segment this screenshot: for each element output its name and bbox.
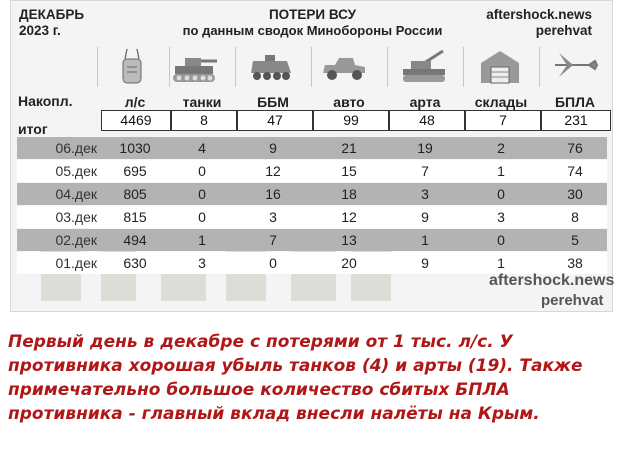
- table-row: [17, 229, 607, 251]
- apc-icon: [243, 45, 297, 85]
- table-row: [17, 183, 607, 205]
- table-cell: 19: [417, 140, 433, 156]
- header-site: aftershock.news: [486, 7, 592, 22]
- table-cell: 21: [341, 140, 357, 156]
- table-cell: 1: [421, 232, 429, 248]
- header-month: ДЕКАБРЬ: [19, 7, 85, 22]
- caption-text: Первый день в декабре с потерями от 1 тыс. л/с. У противника хорошая убыль танков (4) и арты (19). Также примечательно большое количество сбитых БПЛА противника - главный вклад внесли налёты на Крым.: [8, 332, 583, 424]
- table-cell: 2: [497, 140, 505, 156]
- drone-icon: [549, 45, 603, 85]
- table-cell: 815: [123, 209, 147, 225]
- row-date: 03.дек: [55, 209, 97, 225]
- total-cell: 7: [465, 110, 541, 131]
- column-separator: [311, 47, 312, 87]
- row-date: 05.дек: [55, 163, 97, 179]
- column-header-bbm: ББМ: [257, 94, 289, 110]
- table-cell: 1: [497, 163, 505, 179]
- table-cell: 3: [497, 209, 505, 225]
- table-cell: 3: [421, 186, 429, 202]
- column-separator: [235, 47, 236, 87]
- table-cell: 15: [341, 163, 357, 179]
- table-cell: 7: [269, 232, 277, 248]
- total-cell: 47: [237, 110, 313, 131]
- column-header-uav: БПЛА: [554, 94, 596, 110]
- table-cell: 695: [123, 163, 147, 179]
- column-separator: [97, 47, 98, 87]
- column-header-depots: склады: [474, 94, 528, 110]
- table-cell: 494: [123, 232, 147, 248]
- column-header-tanks: танки: [182, 94, 222, 110]
- header-perehvat: perehvat: [535, 23, 592, 38]
- table-cell: 1: [497, 255, 505, 271]
- table-cell: 3: [198, 255, 206, 271]
- table-cell: 1030: [119, 140, 151, 156]
- table-cell: 9: [421, 255, 429, 271]
- table-cell: 0: [269, 255, 277, 271]
- table-row: [17, 137, 607, 159]
- table-cell: 12: [341, 209, 357, 225]
- column-header-artillery: арта: [409, 94, 441, 110]
- column-separator: [539, 47, 540, 87]
- table-cell: 0: [198, 186, 206, 202]
- table-cell: 4: [198, 140, 206, 156]
- total-cell: 231: [541, 110, 611, 131]
- table-cell: 0: [198, 209, 206, 225]
- jeep-icon: [317, 45, 371, 85]
- header-title: ПОТЕРИ ВСУ: [268, 7, 357, 22]
- total-label: итог: [18, 121, 48, 137]
- warehouse-icon: [473, 45, 527, 85]
- table-cell: 3: [269, 209, 277, 225]
- column-separator: [387, 47, 388, 87]
- column-separator: [169, 47, 170, 87]
- table-cell: 630: [123, 255, 147, 271]
- table-cell: 18: [341, 186, 357, 202]
- table-cell: 38: [567, 255, 583, 271]
- table-cell: 0: [198, 163, 206, 179]
- dog-tag-icon: [105, 45, 159, 85]
- total-cell: 4469: [101, 110, 171, 131]
- row-date: 01.дек: [55, 255, 97, 271]
- table-cell: 16: [265, 186, 281, 202]
- total-cell: 99: [313, 110, 389, 131]
- artillery-icon: [397, 45, 451, 85]
- table-row: [17, 206, 607, 228]
- row-date: 04.дек: [55, 186, 97, 202]
- table-cell: 1: [198, 232, 206, 248]
- cumulative-label: Накопл.: [18, 93, 73, 109]
- table-cell: 7: [421, 163, 429, 179]
- watermark-site: aftershock.news: [489, 272, 615, 289]
- losses-panel: [10, 0, 613, 312]
- table-cell: 5: [571, 232, 579, 248]
- tank-icon: [167, 45, 221, 85]
- table-cell: 805: [123, 186, 147, 202]
- table-cell: 8: [571, 209, 579, 225]
- table-cell: 0: [497, 232, 505, 248]
- table-row: [17, 160, 607, 182]
- total-cell: 48: [389, 110, 465, 131]
- table-cell: 12: [265, 163, 281, 179]
- table-cell: 30: [567, 186, 583, 202]
- table-cell: 13: [341, 232, 357, 248]
- table-cell: 20: [341, 255, 357, 271]
- table-cell: 74: [567, 163, 583, 179]
- column-header-auto: авто: [333, 94, 365, 110]
- table-cell: 9: [421, 209, 429, 225]
- row-date: 02.дек: [55, 232, 97, 248]
- table-cell: 9: [269, 140, 277, 156]
- table-cell: 0: [497, 186, 505, 202]
- column-separator: [463, 47, 464, 87]
- table-cell: 76: [567, 140, 583, 156]
- header-year: 2023 г.: [19, 23, 61, 38]
- header-subtitle: по данным сводок Минобороны России: [182, 23, 443, 38]
- total-cell: 8: [171, 110, 237, 131]
- row-date: 06.дек: [55, 140, 97, 156]
- column-header-personnel: л/с: [124, 94, 146, 110]
- watermark-perehvat: perehvat: [541, 292, 604, 309]
